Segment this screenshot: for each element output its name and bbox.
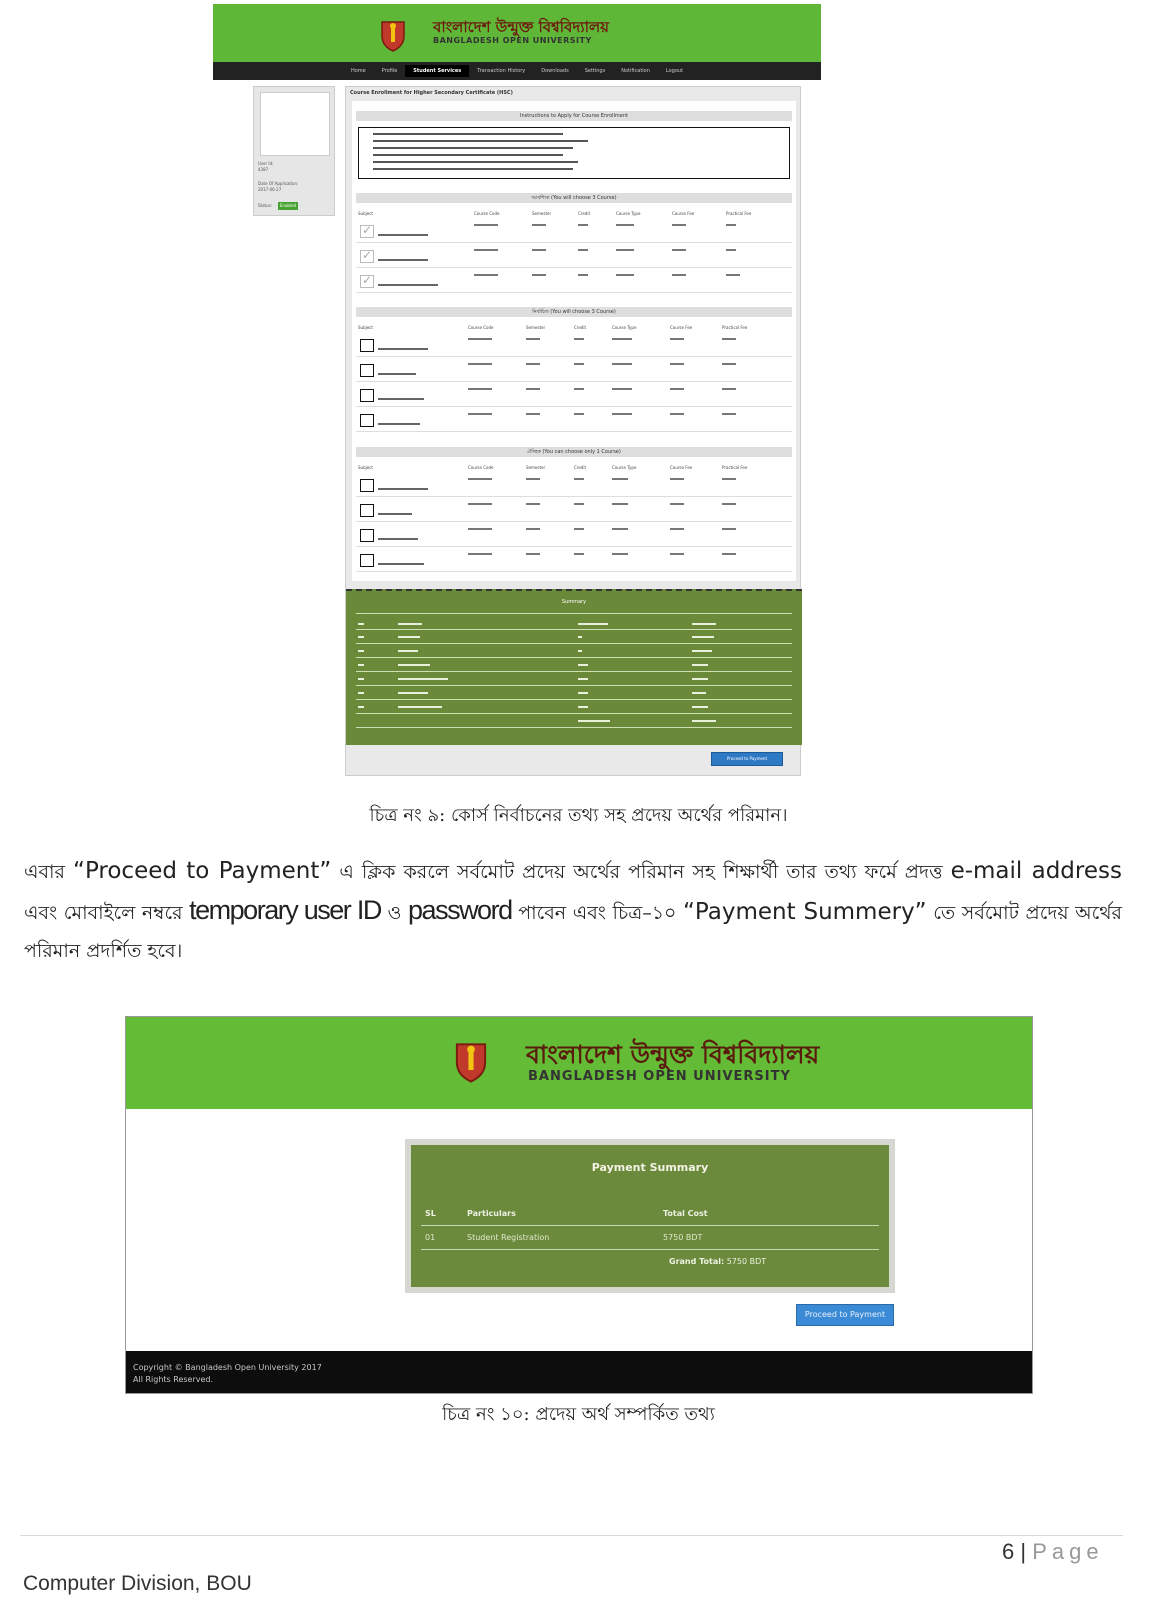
payment-summary-title: Payment Summary: [591, 1161, 709, 1174]
course-checkbox[interactable]: [360, 389, 374, 402]
university-logo-icon: [379, 18, 407, 52]
enrollment-panel: [345, 86, 801, 776]
elective-row: [356, 358, 792, 382]
bou-header-large: [126, 1017, 1033, 1109]
course-checkbox[interactable]: [360, 479, 374, 492]
figure-9-caption: চিত্র নং ৯: কোর্স নির্বাচনের তথ্য সহ প্রদেয় অর্থের পরিমান।: [369, 805, 788, 826]
rights-text: All Rights Reserved.: [133, 1375, 214, 1384]
section-elective-title: নির্বাচিত (You will choose 3 Course): [356, 307, 792, 317]
elective-row: [356, 408, 792, 432]
summary-title: Summary: [561, 599, 587, 605]
user-id-value: 4387: [258, 167, 269, 172]
bou-header: [213, 4, 821, 78]
nav-home[interactable]: Home: [350, 68, 366, 74]
section-compulsory-title: আবশ্যিক (You will choose 3 Course): [356, 193, 792, 203]
course-checkbox[interactable]: [360, 250, 374, 263]
elective-row: [356, 383, 792, 407]
optional-row: [356, 498, 792, 522]
compulsory-row: [356, 219, 792, 243]
university-name-bn: বাংলাদেশ উন্মুক্ত বিশ্ববিদ্যালয়: [526, 1040, 820, 1069]
col-particulars: Particulars: [467, 1209, 516, 1218]
grand-total: Grand Total: 5750 BDT: [669, 1257, 767, 1266]
course-checkbox[interactable]: [360, 554, 374, 567]
col-total-cost: Total Cost: [663, 1209, 708, 1218]
optional-column-headers: Subject Course Code Semester Credit Course Type Course Fee Practical Fee: [358, 465, 748, 470]
row-cost: 5750 BDT: [663, 1233, 703, 1242]
profile-sidebar: [253, 86, 335, 216]
course-checkbox[interactable]: [360, 339, 374, 352]
optional-row: [356, 473, 792, 497]
application-date-value: 2017-06-27: [258, 187, 282, 192]
optional-row: [356, 523, 792, 547]
nav-student-services[interactable]: Student Services: [405, 65, 469, 77]
nav-profile[interactable]: Profile: [381, 68, 398, 74]
course-checkbox[interactable]: [360, 225, 374, 238]
figure-10-caption: চিত্র নং ১০: প্রদেয় অর্থ সম্পর্কিত তথ্য: [442, 1404, 715, 1425]
footer-org: Computer Division, BOU: [23, 1572, 252, 1595]
nav-logout[interactable]: Logout: [665, 68, 684, 74]
elective-row: [356, 333, 792, 357]
copyright-text: Copyright © Bangladesh Open University 2017: [133, 1363, 322, 1372]
application-date-label: Date Of Application:: [258, 181, 299, 186]
course-checkbox[interactable]: [360, 504, 374, 517]
avatar: [260, 92, 330, 156]
top-nav: [213, 62, 821, 80]
proceed-to-payment-button[interactable]: Proceed to Payment: [796, 1304, 894, 1326]
optional-row: [356, 548, 792, 572]
panel-title: Course Enrollment for Higher Secondary Certificate (HSC): [350, 90, 513, 96]
payment-summary-card: [405, 1139, 895, 1293]
university-name-bn: বাংলাদেশ উন্মুক্ত বিশ্ববিদ্যালয়: [433, 18, 609, 36]
status-badge: Enabled: [279, 203, 297, 208]
instructions-title: Instructions to Apply for Course Enrollment: [356, 111, 792, 121]
course-checkbox[interactable]: [360, 529, 374, 542]
course-checkbox[interactable]: [360, 414, 374, 427]
figure-9-screenshot: [213, 4, 821, 786]
section-optional-title: ঐচ্ছিক (You can choose only 1 Course): [356, 447, 792, 457]
university-logo-icon: [453, 1039, 489, 1083]
elective-column-headers: Subject Course Code Semester Credit Course Type Course Fee Practical Fee: [358, 325, 748, 330]
course-checkbox[interactable]: [360, 364, 374, 377]
compulsory-row: [356, 269, 792, 293]
user-id-label: User Id:: [258, 161, 274, 166]
instruction-paragraph: এবার “Proceed to Payment” এ ক্লিক করলে সর্বমোট প্রদেয় অর্থের পরিমান সহ শিক্ষার্থী তার তথ্য ফর্মে প্রদত্ত e-mail address এবং মোবাইলে নম্বরে temporary user ID ও password পাবেন এবং চিত্র–১০ “Payment Summery” তে সর্বমোট প্রদেয় অর্থের পরিমান প্রদর্শিত হবে।: [24, 858, 1122, 962]
page-number: 6 | Page: [1002, 1539, 1104, 1564]
nav-notification[interactable]: Notification: [621, 68, 650, 74]
university-name-en: BANGLADESH OPEN UNIVERSITY: [528, 1069, 791, 1084]
course-checkbox[interactable]: [360, 275, 374, 288]
status-label: Status:: [258, 203, 273, 208]
payment-summary-table: [411, 1145, 889, 1287]
compulsory-column-headers: Subject Course Code Semester Credit Course Type Course Fee Practical Fee: [358, 211, 752, 216]
compulsory-row: [356, 244, 792, 268]
nav-transaction-history[interactable]: Transaction History: [477, 68, 526, 74]
university-name-en: BANGLADESH OPEN UNIVERSITY: [433, 36, 592, 45]
enrollment-form: [352, 101, 796, 581]
page-footer: [126, 1351, 1033, 1394]
footer-divider: [20, 1535, 1123, 1536]
summary-table: [346, 589, 802, 745]
nav-settings[interactable]: Settings: [584, 68, 606, 74]
proceed-to-payment-button[interactable]: Proceed to Payment: [711, 752, 783, 766]
instructions-box: [358, 127, 790, 179]
nav-downloads[interactable]: Downloads: [541, 68, 569, 74]
figure-10-screenshot: [125, 1016, 1033, 1394]
row-particular: Student Registration: [467, 1233, 550, 1242]
row-sl: 01: [425, 1233, 436, 1242]
col-sl: SL: [425, 1209, 436, 1218]
